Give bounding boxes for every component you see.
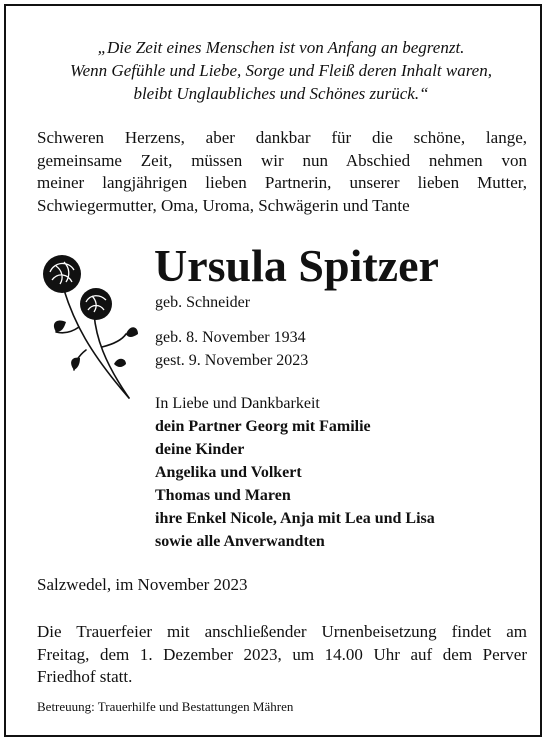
mourner-line: deine Kinder [155,441,245,458]
mourner-line: dein Partner Georg mit Familie [155,418,371,435]
intro-line: Schwiegermutter, Oma, Uroma, Schwägerin und Tante [37,195,410,215]
death-date: gest. 9. November 2023 [155,352,309,369]
funeral-line: Freitag, dem 1. Dezember 2023, um 14.00 Uhr auf dem Perver [37,644,527,664]
quote-line: bleibt Unglaubliches und Schönes zurück.“ [133,84,429,103]
funeral-line: Friedhof statt. [37,667,133,686]
roses-illustration-icon [34,252,144,402]
life-dates [155,326,308,372]
deceased-name: Ursula Spitzer [154,240,439,291]
birth-name: geb. Schneider [155,294,251,311]
mourner-line: ihre Enkel Nicole, Anja mit Lea und Lisa [155,510,435,527]
funeral-home-credit: Betreuung: Trauerhilfe und Bestattungen Mähren [37,699,294,714]
intro-line: gemeinsame Zeit, müssen wir nun Abschied nehmen von [37,150,527,170]
mourners-list [155,392,435,553]
birth-date: geb. 8. November 1934 [155,329,306,346]
intro-line: Schweren Herzens, aber dankbar für die schöne, lange, [37,128,527,147]
quote-line: Wenn Gefühle und Liebe, Sorge und Fleiß deren Inhalt waren, [70,61,492,80]
intro-text [37,127,527,217]
mourner-line: Angelika und Volkert [155,464,302,481]
intro-line: meiner langjährigen lieben Partnerin, unserer lieben Mutter, [37,173,527,192]
mourner-line: sowie alle Anverwandten [155,533,325,550]
quote-line: „Die Zeit eines Menschen ist von Anfang an begrenzt. [97,38,465,57]
obituary-frame [4,4,542,737]
quote [26,36,536,105]
funeral-line: Die Trauerfeier mit anschließender Urnenbeisetzung findet am [37,622,527,641]
mourner-line: Thomas und Maren [155,487,291,504]
place-date: Salzwedel, im November 2023 [37,575,248,594]
mourners-intro: In Liebe und Dankbarkeit [155,395,320,412]
funeral-notice [37,620,527,688]
